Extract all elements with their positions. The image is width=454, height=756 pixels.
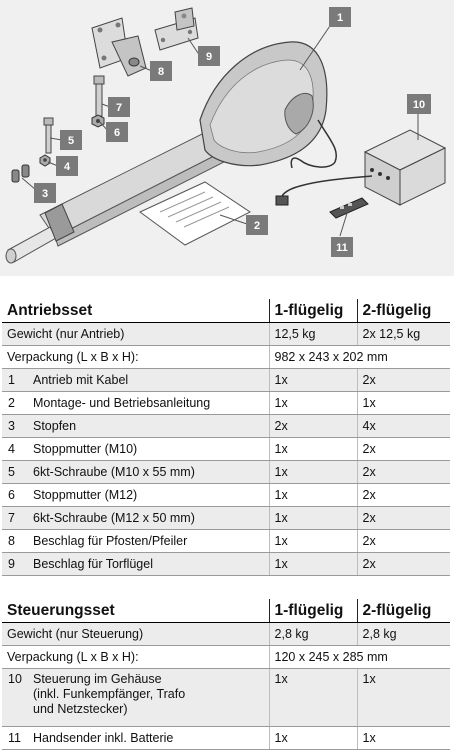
table-row [2,369,450,392]
table-header-row [2,599,450,623]
item-qty-double: 2x [357,507,450,530]
table-row [2,438,450,461]
svg-text:11: 11 [336,242,348,254]
svg-text:4: 4 [63,161,71,173]
packaging-label: Verpackung (L x B x H): [2,346,269,369]
item-qty-double: 2x [357,530,450,553]
column-header-single: 1-flügelig [269,599,357,623]
parts-drawing [0,0,454,276]
item-qty-single: 1x [269,727,357,750]
svg-text:8: 8 [157,66,165,78]
svg-text:5: 5 [67,135,75,147]
item-description: Stopfen [33,415,269,438]
parts-illustration [0,0,454,276]
item-qty-single: 1x [269,553,357,576]
callout-9 [198,46,220,66]
item-number: 5 [2,461,33,484]
svg-text:1: 1 [336,12,344,24]
table-row [2,530,450,553]
callout-2 [246,215,268,235]
weight-single: 12,5 kg [269,323,357,346]
table-header-row [2,299,450,323]
weight-single: 2,8 kg [269,623,357,646]
weight-double: 2,8 kg [357,623,450,646]
item-description: 6kt-Schraube (M10 x 55 mm) [33,461,269,484]
callout-7 [108,97,130,117]
drive-set-table [2,299,450,576]
table-row [2,415,450,438]
item-number: 9 [2,553,33,576]
item-description: Montage- und Betriebsanleitung [33,392,269,415]
item-description: Beschlag für Torflügel [33,553,269,576]
table-title: Antriebsset [2,299,269,323]
item-qty-single: 1x [269,461,357,484]
callout-11 [331,237,353,257]
item-description: Stoppmutter (M12) [33,484,269,507]
screw-m12-drawing [94,76,104,116]
item-qty-single: 2x [269,415,357,438]
svg-text:3: 3 [41,188,49,200]
callout-3 [34,183,56,203]
weight-double: 2x 12,5 kg [357,323,450,346]
svg-text:10: 10 [412,99,426,111]
callout-8 [150,61,172,81]
item-number: 10 [2,669,33,727]
weight-label: Gewicht (nur Antrieb) [2,323,269,346]
item-qty-double: 2x [357,461,450,484]
item-qty-double: 2x [357,484,450,507]
column-header-double: 2-flügelig [357,599,450,623]
column-header-double: 2-flügelig [357,299,450,323]
packaging-label: Verpackung (L x B x H): [2,646,269,669]
item-qty-single: 1x [269,530,357,553]
table-row [2,553,450,576]
svg-text:9: 9 [205,51,213,63]
svg-text:7: 7 [115,102,123,114]
item-number: 1 [2,369,33,392]
packaging-row [2,646,450,669]
svg-text:2: 2 [253,220,261,232]
table-row [2,461,450,484]
packaging-row [2,346,450,369]
callout-10 [407,94,431,114]
item-description: Stoppmutter (M10) [33,438,269,461]
callout-1 [329,7,351,27]
table-title: Steuerungsset [2,599,269,623]
table-row [2,507,450,530]
item-number: 4 [2,438,33,461]
item-qty-single: 1x [269,669,357,727]
item-description: Antrieb mit Kabel [33,369,269,392]
item-qty-single: 1x [269,438,357,461]
table-row [2,484,450,507]
table-row [2,669,450,727]
item-number: 2 [2,392,33,415]
packaging-value: 982 x 243 x 202 mm [269,346,450,369]
callout-6 [106,122,128,142]
item-qty-single: 1x [269,392,357,415]
item-qty-single: 1x [269,369,357,392]
callout-5 [60,130,82,150]
item-number: 11 [2,727,33,750]
callout-4 [56,156,78,176]
item-qty-double: 4x [357,415,450,438]
item-number: 6 [2,484,33,507]
nut-m10-drawing [40,155,50,166]
item-number: 7 [2,507,33,530]
item-qty-single: 1x [269,484,357,507]
control-set-table [2,599,450,750]
item-description: Handsender inkl. Batterie [33,727,269,750]
item-qty-double: 1x [357,727,450,750]
item-description: Beschlag für Pfosten/Pfeiler [33,530,269,553]
table-row [2,392,450,415]
item-description: 6kt-Schraube (M12 x 50 mm) [33,507,269,530]
column-header-single: 1-flügelig [269,299,357,323]
weight-label: Gewicht (nur Steuerung) [2,623,269,646]
packaging-value: 120 x 245 x 285 mm [269,646,450,669]
item-qty-single: 1x [269,507,357,530]
table-row [2,727,450,750]
item-number: 8 [2,530,33,553]
item-number: 3 [2,415,33,438]
item-qty-double: 2x [357,438,450,461]
weight-row [2,623,450,646]
item-qty-double: 2x [357,553,450,576]
svg-text:6: 6 [113,127,121,139]
item-description: Steuerung im Gehäuse (inkl. Funkempfänger, Trafo und Netzstecker) [33,669,269,727]
item-qty-double: 2x [357,369,450,392]
weight-row [2,323,450,346]
item-qty-double: 1x [357,669,450,727]
item-qty-double: 1x [357,392,450,415]
